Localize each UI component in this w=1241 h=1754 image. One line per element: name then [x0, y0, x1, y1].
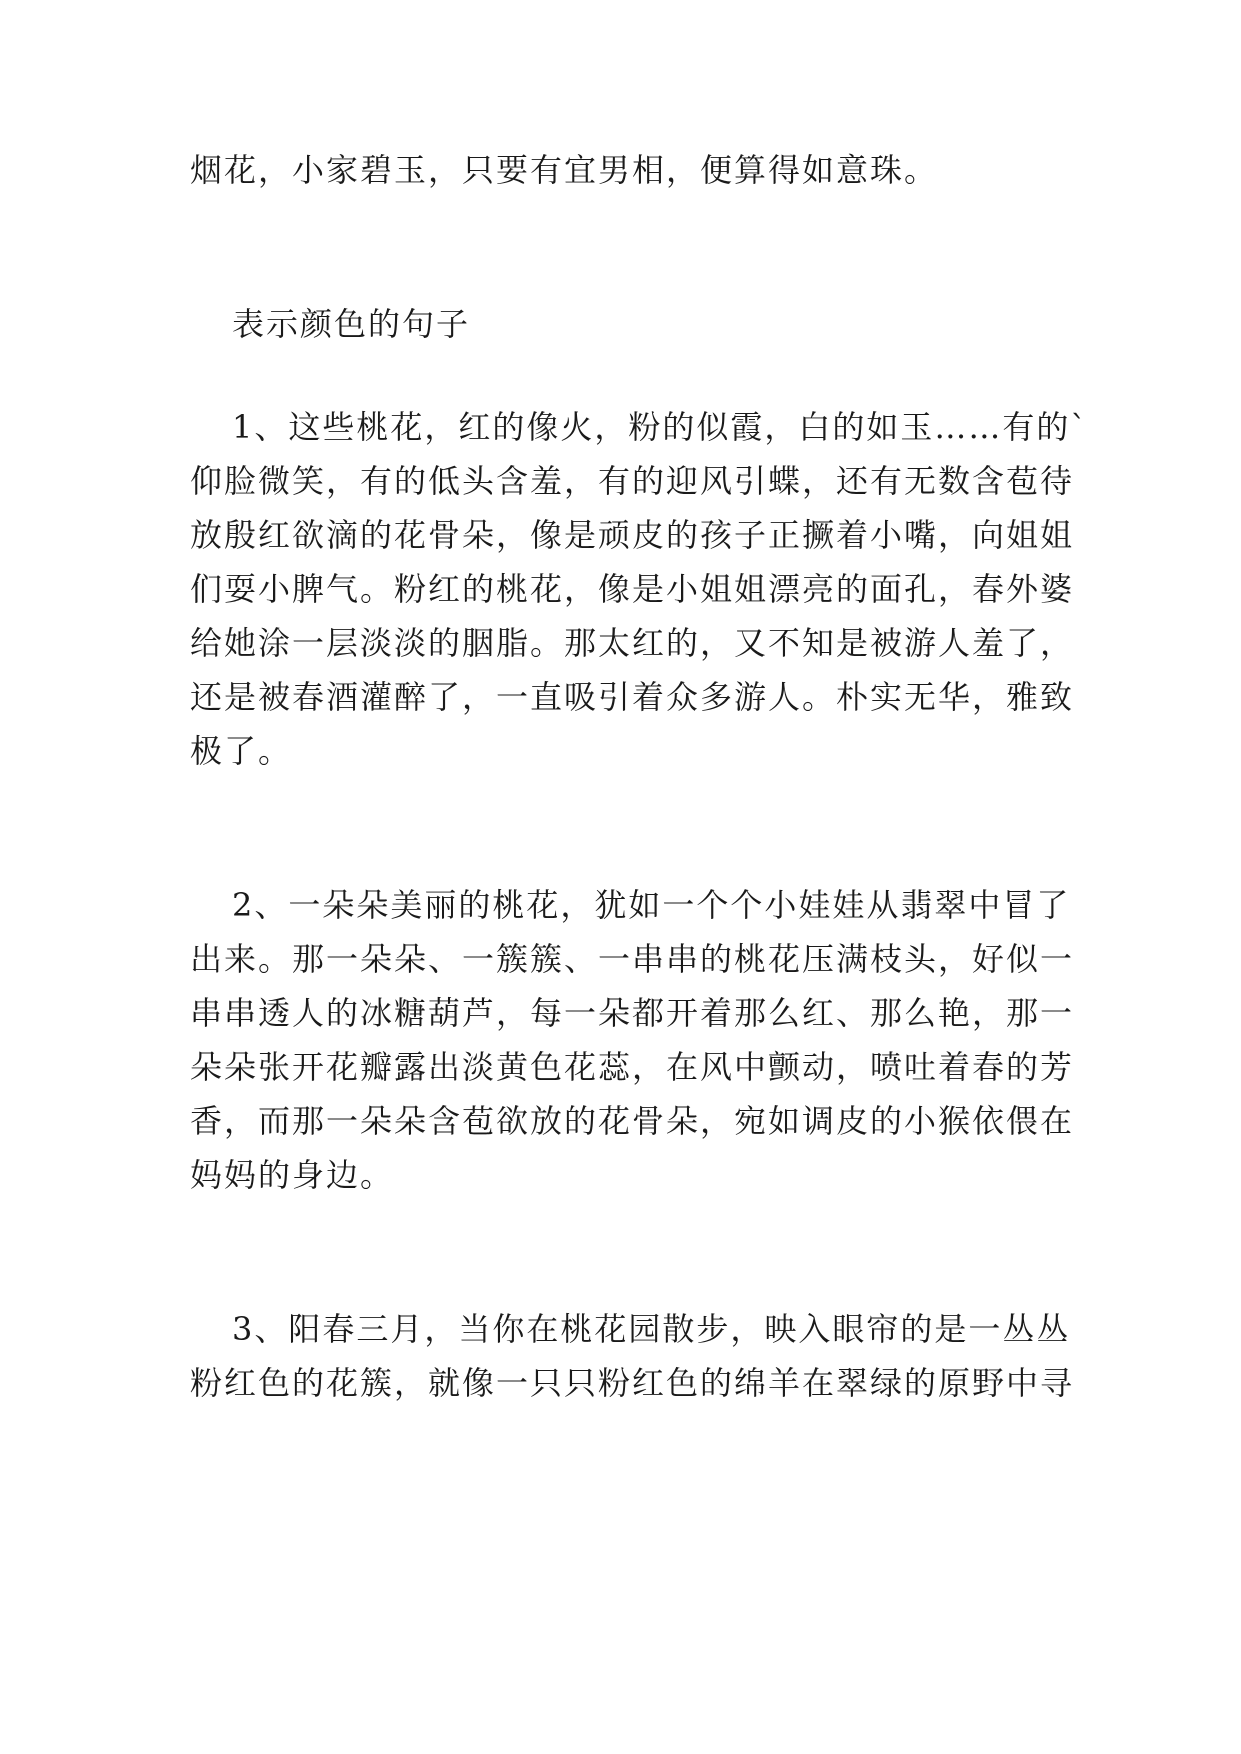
section-heading: 表示颜色的句子 — [232, 305, 471, 343]
paragraph-2-line-6: 妈妈的身边。 — [190, 1156, 395, 1194]
carryover-line: 烟花，小家碧玉，只要有宜男相，便算得如意珠。 — [190, 151, 939, 189]
paragraph-1-line-5: 给她涂一层淡淡的胭脂。那太红的，又不知是被游人羞了， — [190, 624, 1075, 662]
paragraph-2-line-2: 出来。那一朵朵、一簇簇、一串串的桃花压满枝头，好似一 — [190, 940, 1075, 978]
paragraph-1-line-3: 放殷红欲滴的花骨朵，像是顽皮的孩子正撅着小嘴，向姐姐 — [190, 516, 1075, 554]
paragraph-2-line-3: 串串透人的冰糖葫芦，每一朵都开着那么红、那么艳，那一 — [190, 994, 1075, 1032]
paragraph-2-line-1: 2、一朵朵美丽的桃花，犹如一个个小娃娃从翡翠中冒了 — [232, 886, 1071, 924]
paragraph-1-line-2: 仰脸微笑，有的低头含羞，有的迎风引蝶，还有无数含苞待 — [190, 462, 1075, 500]
paragraph-1-line-4: 们耍小脾气。粉红的桃花，像是小姐姐漂亮的面孔，春外婆 — [190, 570, 1075, 608]
paragraph-2-line-5: 香，而那一朵朵含苞欲放的花骨朵，宛如调皮的小猴依偎在 — [190, 1102, 1075, 1140]
paragraph-1-line-7: 极了。 — [190, 732, 293, 770]
paragraph-3-line-1: 3、阳春三月，当你在桃花园散步，映入眼帘的是一丛丛 — [232, 1310, 1071, 1348]
paragraph-3-line-2: 粉红色的花簇，就像一只只粉红色的绵羊在翠绿的原野中寻 — [190, 1364, 1075, 1402]
paragraph-2-line-4: 朵朵张开花瓣露出淡黄色花蕊，在风中颤动，喷吐着春的芳 — [190, 1048, 1075, 1086]
paragraph-1-line-6: 还是被春酒灌醉了，一直吸引着众多游人。朴实无华，雅致 — [190, 678, 1075, 716]
paragraph-1-line-1: 1、这些桃花，红的像火，粉的似霞，白的如玉……有的` — [232, 408, 1089, 446]
